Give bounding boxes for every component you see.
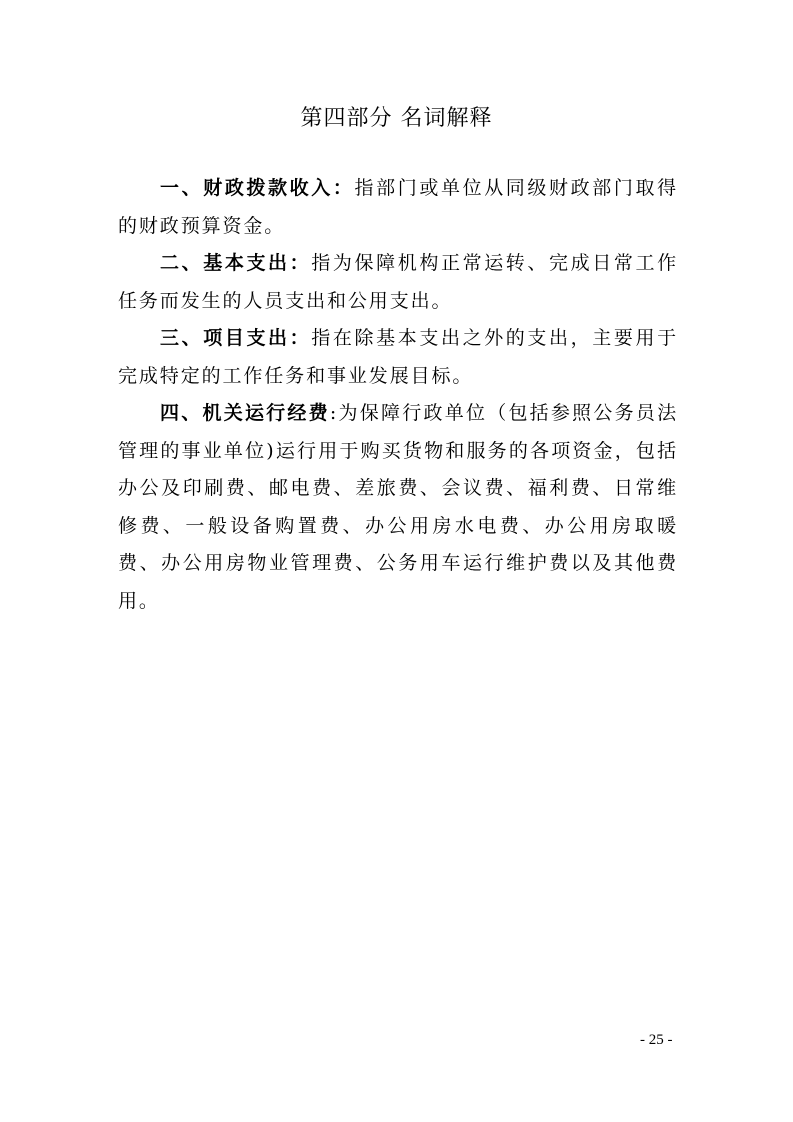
definition-paragraph	[118, 395, 678, 620]
definitions-body	[118, 170, 678, 620]
definition-text: 指在除基本支出之外的支出，主要用于完成特定的工作任务和事业发展目标。	[118, 327, 678, 387]
definition-term: 四、机关运行经费	[160, 402, 330, 424]
definition-text: 指部门或单位从同级财政部门取得的财政预算资金。	[118, 177, 678, 237]
definition-term: 二、基本支出：	[160, 252, 312, 274]
page-number: - 25 -	[640, 1032, 673, 1048]
definition-paragraph	[118, 170, 678, 245]
page-title: 第四部分 名词解释	[300, 106, 493, 131]
definition-text: :为保障行政单位（包括参照公务员法管理的事业单位)运行用于购买货物和服务的各项资金，包括办公及印刷费、邮电费、差旅费、会议费、福利费、日常维修费、一般设备购置费、办公用房水电费、办公用房取暖费、办公用房物业管理费、公务用车运行维护费以及其他费用。	[118, 402, 679, 612]
definition-paragraph	[118, 320, 678, 395]
definition-term: 一、财政拨款收入：	[160, 177, 355, 199]
definition-paragraph	[118, 245, 678, 320]
definition-text: 指为保障机构正常运转、完成日常工作任务而发生的人员支出和公用支出。	[118, 252, 678, 312]
definition-term: 三、项目支出：	[160, 327, 312, 349]
